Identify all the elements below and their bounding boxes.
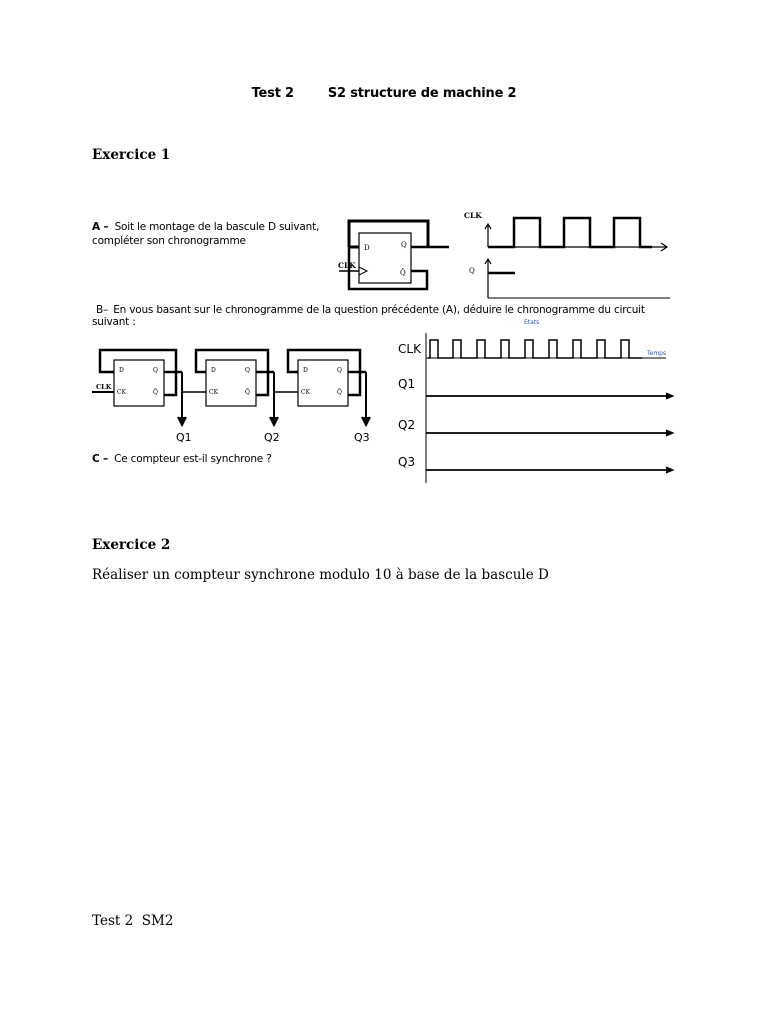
chronoA-q-axes <box>485 259 670 298</box>
chronoB-q2-label: Q2 <box>398 418 416 432</box>
ff3-qbar-label: Q̄ <box>337 389 342 396</box>
partC-question: Ce compteur est-il synchrone ? <box>114 453 272 465</box>
exercise1-title: Exercice 1 <box>92 147 171 163</box>
partB-label: B– <box>96 304 109 316</box>
ff3-ck-label: CK <box>301 389 311 396</box>
ff2-d-label: D <box>211 367 216 374</box>
exercise1-figure <box>92 205 676 530</box>
chronoB-temps-label: Temps <box>647 350 667 357</box>
chronoA-q-label: Q <box>469 267 475 275</box>
ff1-d-label: D <box>119 367 124 374</box>
partB-text: En vous basant sur le chronogramme de la question précédente (A), déduire le chronogramme du circuit <box>113 304 645 316</box>
ffa-d-label: D <box>364 244 370 252</box>
page-footer: Test 2 SM2 <box>92 913 174 929</box>
ffa-q-label: Q <box>401 241 407 249</box>
ff2-ck-label: CK <box>209 389 219 396</box>
chronoB-q1-label: Q1 <box>398 377 416 391</box>
partA-text-line2: compléter son chronogramme <box>92 235 246 247</box>
ff2-q-label: Q <box>245 367 250 374</box>
partC-text <box>92 453 272 465</box>
exercise2-text: Réaliser un compteur synchrone modulo 10 à base de la bascule D <box>92 567 549 583</box>
partA-text: Soit le montage de la bascule D suivant, <box>114 221 320 233</box>
chronoA-clk-axes <box>485 218 667 251</box>
ff1-qbar-label: Q̄ <box>153 389 158 396</box>
partB-text-line2: suivant : <box>92 316 136 328</box>
page-header <box>0 86 768 101</box>
ff3-d-label: D <box>303 367 308 374</box>
counter-circuit <box>92 350 370 425</box>
chronoB-axes <box>426 333 673 483</box>
counter-q1-label: Q1 <box>176 431 192 444</box>
ff2-qbar-label: Q̄ <box>245 389 250 396</box>
ffa-clk-label: CLK <box>338 261 356 270</box>
header-title: S2 structure de machine 2 <box>327 86 517 101</box>
ff1-ck-label: CK <box>117 389 127 396</box>
counter-q3-label: Q3 <box>354 431 370 444</box>
partA-label: A – <box>92 221 109 233</box>
partC-label: C – <box>92 453 109 465</box>
counter-q2-label: Q2 <box>264 431 280 444</box>
chronoB-q3-label: Q3 <box>398 455 416 469</box>
counter-clk-label: CLK <box>96 383 112 391</box>
exercise2-title: Exercice 2 <box>92 537 171 553</box>
flipflop-a <box>339 221 449 289</box>
partB-text-line1 <box>96 304 645 316</box>
chronoB-clk-label: CLK <box>398 342 421 356</box>
header-test: Test 2 <box>251 86 294 101</box>
ff1-q-label: Q <box>153 367 158 374</box>
ff3-q-label: Q <box>337 367 342 374</box>
chronoA-clk-label: CLK <box>464 211 482 220</box>
circuit-diagram <box>92 205 676 530</box>
chronoB-etats-label: Etats <box>524 319 540 326</box>
partA-text-line1 <box>92 221 319 233</box>
ffa-qbar-label: Q̄ <box>400 269 406 277</box>
